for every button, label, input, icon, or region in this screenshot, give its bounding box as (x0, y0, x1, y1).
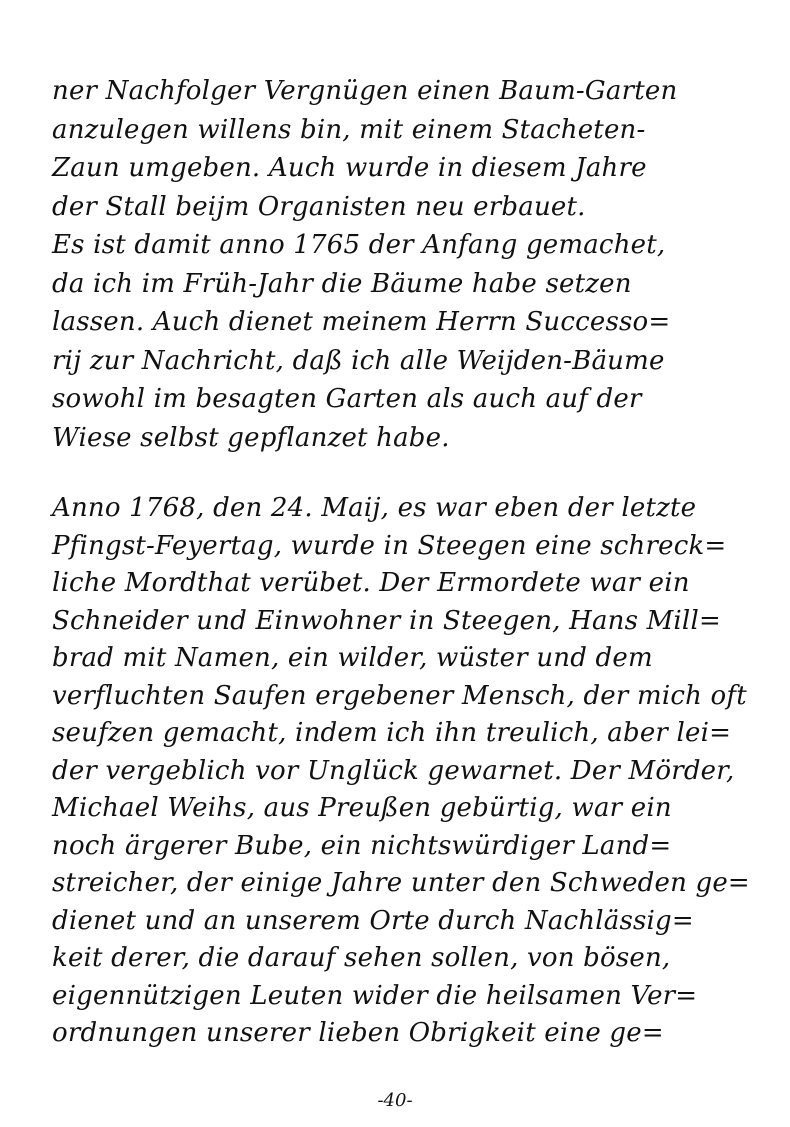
paragraph-mordthat (52, 490, 752, 1053)
text-line: rij zur Nachricht, daß ich alle Weijden-Bäume (52, 345, 665, 376)
text-line: Wiese selbst gepflanzet habe. (52, 422, 450, 453)
text-line: eigennützigen Leuten wider die heilsamen Ver= (52, 980, 698, 1011)
paragraph-baum-garten (52, 72, 752, 457)
text-line: Pfingst-Feyertag, wurde in Steegen eine schreck= (52, 530, 727, 561)
page-number: -40- (377, 1090, 413, 1111)
text-line: dienet und an unserem Orte durch Nachlässig= (52, 905, 694, 936)
text-line: da ich im Früh-Jahr die Bäume habe setzen (52, 268, 632, 299)
text-line: liche Mordthat verübet. Der Ermordete war ein (52, 568, 690, 598)
text-line: der Stall beijm Organisten neu erbauet. (52, 191, 586, 222)
text-line: ner Nachfolger Vergnügen einen Baum-Garten (52, 76, 678, 106)
text-line: verfluchten Saufen ergebener Mensch, der mich oft (52, 680, 747, 711)
text-line: Anno 1768, den 24. Maij, es war eben der letzte (52, 493, 697, 523)
text-line: noch ärgerer Bube, ein nichtswürdiger Land= (52, 830, 672, 861)
text-line: seufzen gemacht, indem ich ihn treulich, aber lei= (52, 718, 732, 748)
text-line: ordnungen unserer lieben Obrigkeit eine ge= (52, 1018, 664, 1048)
text-line: brad mit Namen, ein wilder, wüster und dem (52, 643, 653, 673)
text-line: streicher, der einige Jahre unter den Schweden ge= (52, 868, 750, 898)
text-line: anzulegen willens bin, mit einem Stacheten- (52, 114, 646, 145)
text-line: lassen. Auch dienet meinem Herrn Successo= (52, 307, 671, 337)
text-line: keit derer, die darauf sehen sollen, von bösen, (52, 943, 671, 973)
text-line: Es ist damit anno 1765 der Anfang gemachet, (52, 230, 666, 260)
text-line: der vergeblich vor Unglück gewarnet. Der Mörder, (52, 755, 735, 786)
text-line: Zaun umgeben. Auch wurde in diesem Jahre (52, 153, 647, 183)
text-line: Michael Weihs, aus Preußen gebürtig, war ein (52, 793, 672, 823)
text-line: Schneider und Einwohner in Steegen, Hans Mill= (52, 605, 721, 636)
text-line: sowohl im besagten Garten als auch auf der (52, 384, 642, 414)
